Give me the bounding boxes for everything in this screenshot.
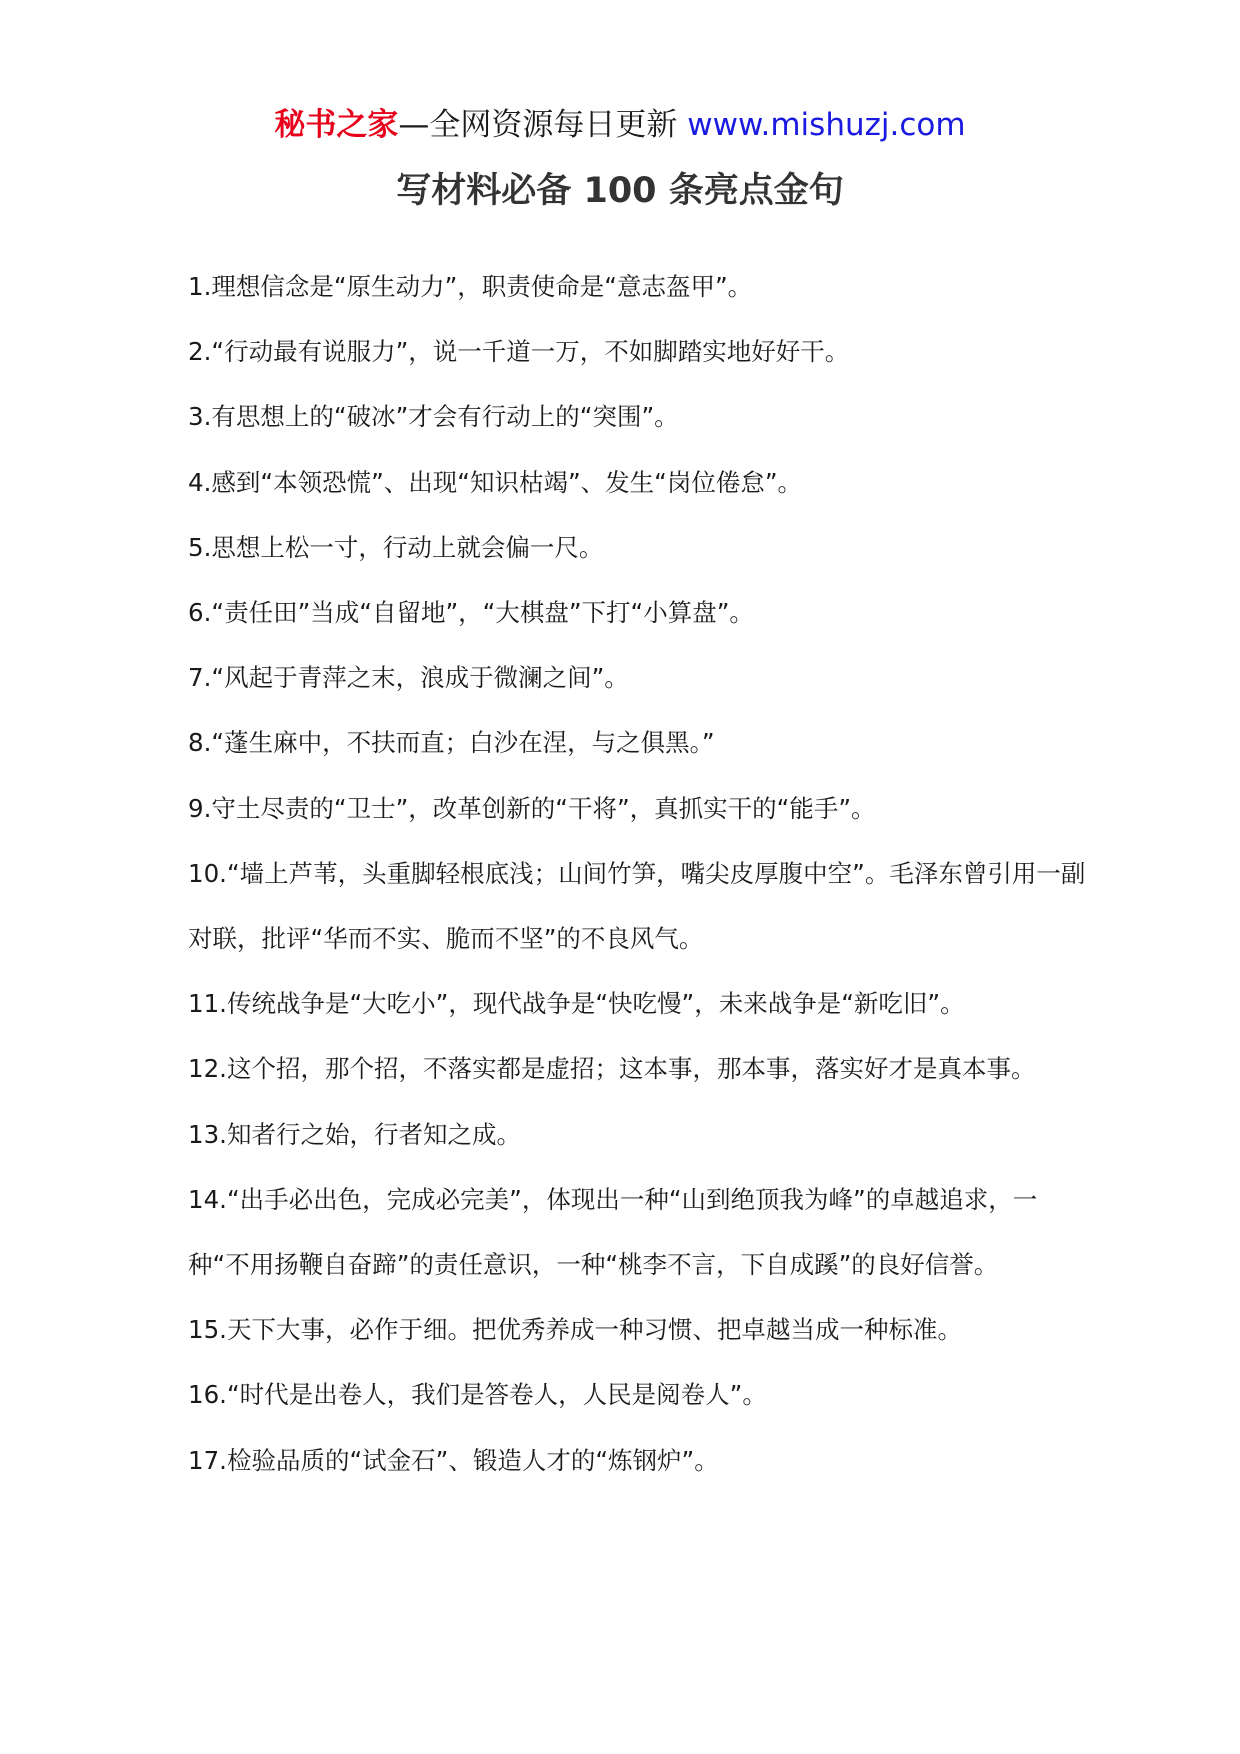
document-body bbox=[188, 254, 1088, 1493]
list-item: 13.知者行之始，行者知之成。 bbox=[188, 1119, 521, 1149]
list-item: 14.“出手必出色，完成必完美”，体现出一种“山到绝顶我为峰”的卓越追求，一种“不用扬鞭自奋蹄”的责任意识，一种“桃李不言，下自成蹊”的良好信誉。 bbox=[188, 1184, 1038, 1280]
document-title: 写材料必备 100 条亮点金句 bbox=[396, 171, 844, 211]
list-item: 15.天下大事，必作于细。把优秀养成一种习惯、把卓越当成一种标准。 bbox=[188, 1315, 962, 1345]
list-item: 16.“时代是出卷人，我们是答卷人，人民是阅卷人”。 bbox=[188, 1380, 767, 1410]
list-item: 5.思想上松一寸，行动上就会偏一尺。 bbox=[188, 532, 604, 562]
list-item: 8.“蓬生麻中，不扶而直；白沙在涅，与之俱黑。” bbox=[188, 728, 715, 758]
list-item: 3.有思想上的“破冰”才会有行动上的“突围”。 bbox=[188, 402, 679, 432]
list-item: 9.守土尽责的“卫士”，改革创新的“干将”，真抓实干的“能手”。 bbox=[188, 793, 876, 823]
list-item: 6.“责任田”当成“自留地”，“大棋盘”下打“小算盘”。 bbox=[188, 598, 754, 628]
list-item: 2.“行动最有说服力”，说一千道一万，不如脚踏实地好好干。 bbox=[188, 337, 850, 367]
brand-name: 秘书之家 bbox=[274, 107, 399, 143]
site-url-link[interactable]: www.mishuzj.com bbox=[687, 107, 966, 143]
list-item: 11.传统战争是“大吃小”，现代战争是“快吃慢”，未来战争是“新吃旧”。 bbox=[188, 989, 965, 1019]
header-tagline: —全网资源每日更新 bbox=[398, 107, 688, 143]
list-item: 17.检验品质的“试金石”、锻造人才的“炼钢炉”。 bbox=[188, 1445, 719, 1475]
list-item: 10.“墙上芦苇，头重脚轻根底浅；山间竹笋，嘴尖皮厚腹中空”。毛泽东曾引用一副对联，批评“华而不实、脆而不坚”的不良风气。 bbox=[188, 858, 1086, 954]
list-item: 4.感到“本领恐慌”、出现“知识枯竭”、发生“岗位倦怠”。 bbox=[188, 467, 803, 497]
site-header bbox=[0, 100, 1240, 150]
list-item: 12.这个招，那个招，不落实都是虚招；这本事，那本事，落实好才是真本事。 bbox=[188, 1054, 1036, 1084]
list-item: 7.“风起于青萍之末，浪成于微澜之间”。 bbox=[188, 663, 629, 693]
list-item: 1.理想信念是“原生动力”，职责使命是“意志盔甲”。 bbox=[188, 272, 753, 301]
